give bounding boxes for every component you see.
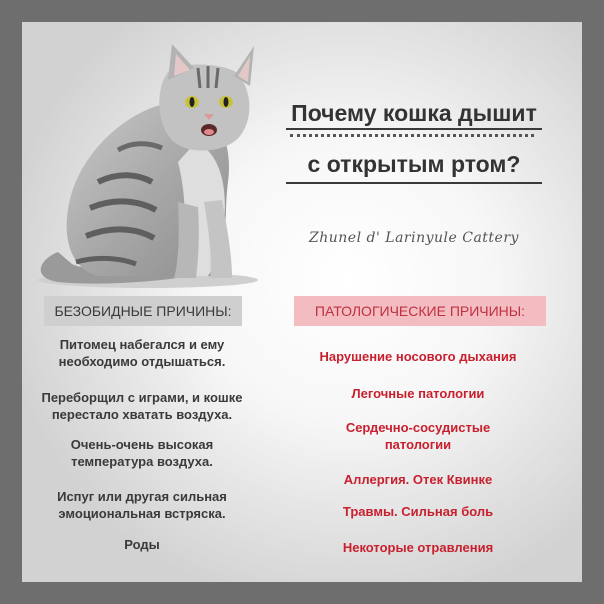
list-item: Легочные патологии: [351, 386, 485, 401]
infographic: [22, 22, 582, 582]
list-item: Переборщил с играми, и кошке перестало хватать воздуха.: [41, 390, 243, 422]
list-item: Сердечно-сосудистые патологии: [345, 420, 491, 452]
pathological-causes-heading: ПАТОЛОГИЧЕСКИЕ ПРИЧИНЫ:: [294, 296, 546, 326]
list-item: Травмы. Сильная боль: [342, 504, 494, 519]
title-rule-bottom: [286, 182, 542, 184]
harmless-causes-heading: БЕЗОБИДНЫЕ ПРИЧИНЫ:: [44, 296, 242, 326]
title-dotted-divider: [290, 134, 534, 137]
list-item: Аллергия. Отек Квинке: [343, 472, 493, 487]
cat-illustration: [28, 32, 280, 294]
list-item: Нарушение носового дыхания: [319, 349, 517, 364]
title-line-1: Почему кошка дышит: [291, 100, 537, 126]
list-item: Некоторые отравления: [342, 540, 494, 555]
list-item: Роды: [124, 537, 160, 552]
list-item: Очень-очень высокая температура воздуха.: [70, 437, 214, 469]
cattery-signature: Zhunel d' Larinyule Cattery: [309, 230, 519, 246]
list-item: Питомец набегался и ему необходимо отдышаться.: [58, 337, 226, 369]
title-line-2: с открытым ртом?: [307, 151, 521, 177]
title-rule-top: [286, 128, 542, 130]
list-item: Испуг или другая сильная эмоциональная встряска.: [57, 489, 227, 521]
